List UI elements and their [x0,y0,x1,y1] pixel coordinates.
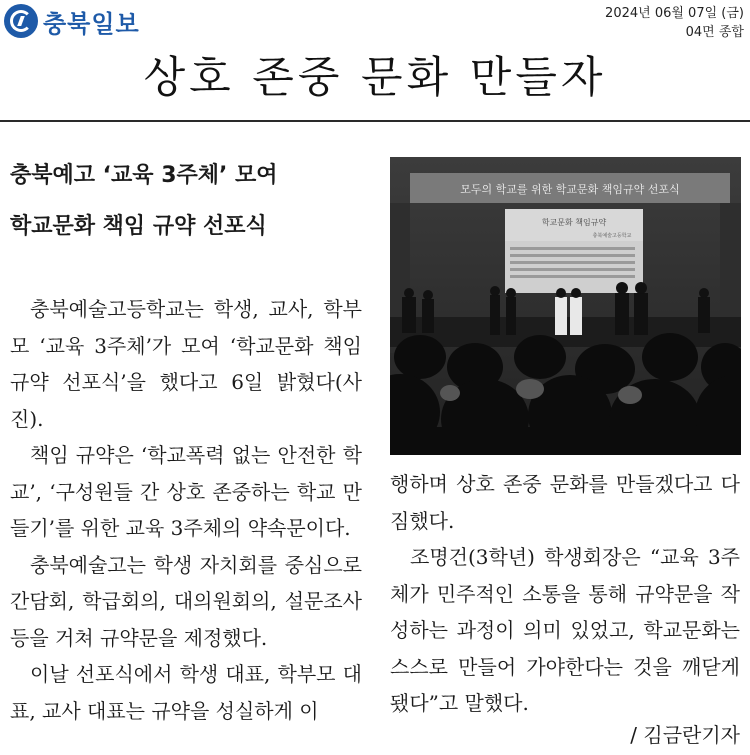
newspaper-logo [4,3,140,39]
headline: 상호 존중 문화 만들자 [143,53,607,103]
paragraph: 행하며 상호 존중 문화를 만들겠다고 다짐했다. [390,472,740,533]
subhead-1: 충북예고 ‘교육 3주체’ 모여 [10,163,278,188]
screen-org: 충북예술고등학교 [592,233,632,239]
paper-name: 충북일보 [43,9,140,38]
article-photo [390,157,741,455]
headline-divider [0,120,750,122]
dateline [605,4,744,42]
paragraph: 이날 선포식에서 학생 대표, 학부모 대표, 교사 대표는 규약을 성실하게 이 [10,662,362,723]
paragraph: 책임 규약은 ‘학교폭력 없는 안전한 학교’, ‘구성원들 간 상호 존중하는 학교 만들기’를 위한 교육 3주체의 약속문이다. [10,443,362,540]
page-number: 04면 종합 [685,25,744,40]
issue-date: 2024년 06월 07일 (금) [605,6,744,21]
screen-title: 학교문화 책임규약 [541,218,607,227]
article-body-left [10,291,362,729]
byline: / 김금란기자 [630,723,740,747]
logo-emblem-icon [4,4,38,38]
paragraph: 충북예술고등학교는 학생, 교사, 학부모 ‘교육 3주체’가 모여 ‘학교문화 책임 규약 선포식’을 했다고 6일 밝혔다(사진). [10,297,362,431]
paragraph: 조명건(3학년) 학생회장은 “교육 3주체가 민주적인 소통을 통해 규약문을 작성하는 과정이 의미 있었고, 학교문화는 스스로 만들어 가야한다는 것을 깨닫게 됐다”고 말했다. [390,545,740,715]
paragraph: 충북예술고는 학생 자치회를 중심으로 간담회, 학급회의, 대의원회의, 설문조사 등을 거쳐 규약문을 제정했다. [10,552,362,650]
article-body-right [390,466,740,722]
subhead-2: 학교문화 책임 규약 선포식 [10,214,267,239]
banner-text: 모두의 학교를 위한 학교문화 책임규약 선포식 [460,183,680,196]
